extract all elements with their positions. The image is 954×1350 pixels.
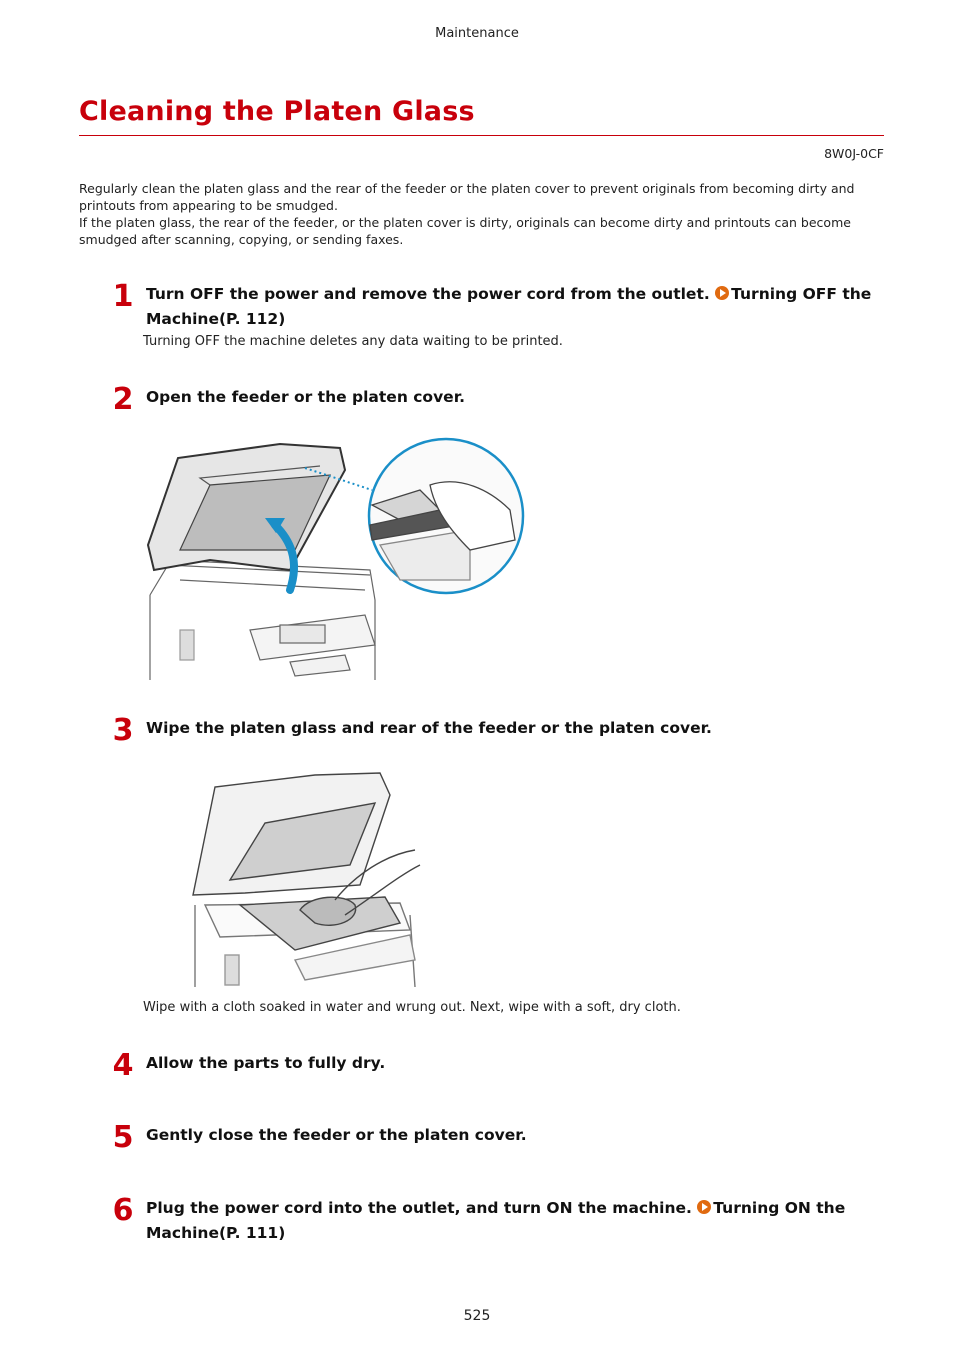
step-number-2: 2: [112, 382, 134, 417]
step-3-note: Wipe with a cloth soaked in water and wrung out. Next, wipe with a soft, dry cloth.: [143, 1000, 681, 1015]
step-5-text: Gently close the feeder or the platen cover.: [146, 1126, 527, 1144]
link-arrow-icon: [697, 1200, 711, 1214]
step-2-text: Open the feeder or the platen cover.: [146, 388, 466, 406]
title-divider: [79, 135, 884, 136]
step-6-instruction: Plug the power cord into the outlet, and turn ON the machine.: [146, 1199, 692, 1217]
intro-text: [79, 180, 885, 248]
step-1-note: Turning OFF the machine deletes any data waiting to be printed.: [143, 334, 563, 349]
step-number-4: 4: [112, 1048, 134, 1083]
page-header: Maintenance: [435, 26, 519, 41]
illustration-open-cover: [140, 430, 530, 685]
illustration-wipe-glass: [185, 765, 430, 990]
document-code: 8W0J-0CF: [824, 146, 884, 161]
step-6-text: [146, 1196, 891, 1246]
step-number-6: 6: [112, 1193, 134, 1228]
step-number-3: 3: [112, 713, 134, 748]
step-3-text: Wipe the platen glass and rear of the feeder or the platen cover.: [146, 719, 712, 737]
step-number-1: 1: [112, 279, 134, 314]
step-1-text: [146, 282, 891, 332]
step-1-instruction: Turn OFF the power and remove the power cord from the outlet.: [146, 285, 710, 303]
page-title: Cleaning the Platen Glass: [79, 96, 475, 127]
intro-paragraph-2: If the platen glass, the rear of the feeder, or the platen cover is dirty, originals can become dirty and printouts can become smudged after scanning, copying, or sending faxes.: [79, 215, 851, 247]
link-arrow-icon: [715, 286, 729, 300]
intro-paragraph-1: Regularly clean the platen glass and the rear of the feeder or the platen cover to prevent originals from becoming dirty and printouts from appearing to be smudged.: [79, 181, 855, 213]
step-4-text: Allow the parts to fully dry.: [146, 1054, 386, 1072]
step-number-5: 5: [112, 1120, 134, 1155]
link-turning-on-label: Turning ON the Machine(P. 111): [146, 1199, 846, 1242]
page-number: 525: [463, 1308, 491, 1324]
link-turning-off-label: Turning OFF the Machine(P. 112): [146, 285, 872, 328]
